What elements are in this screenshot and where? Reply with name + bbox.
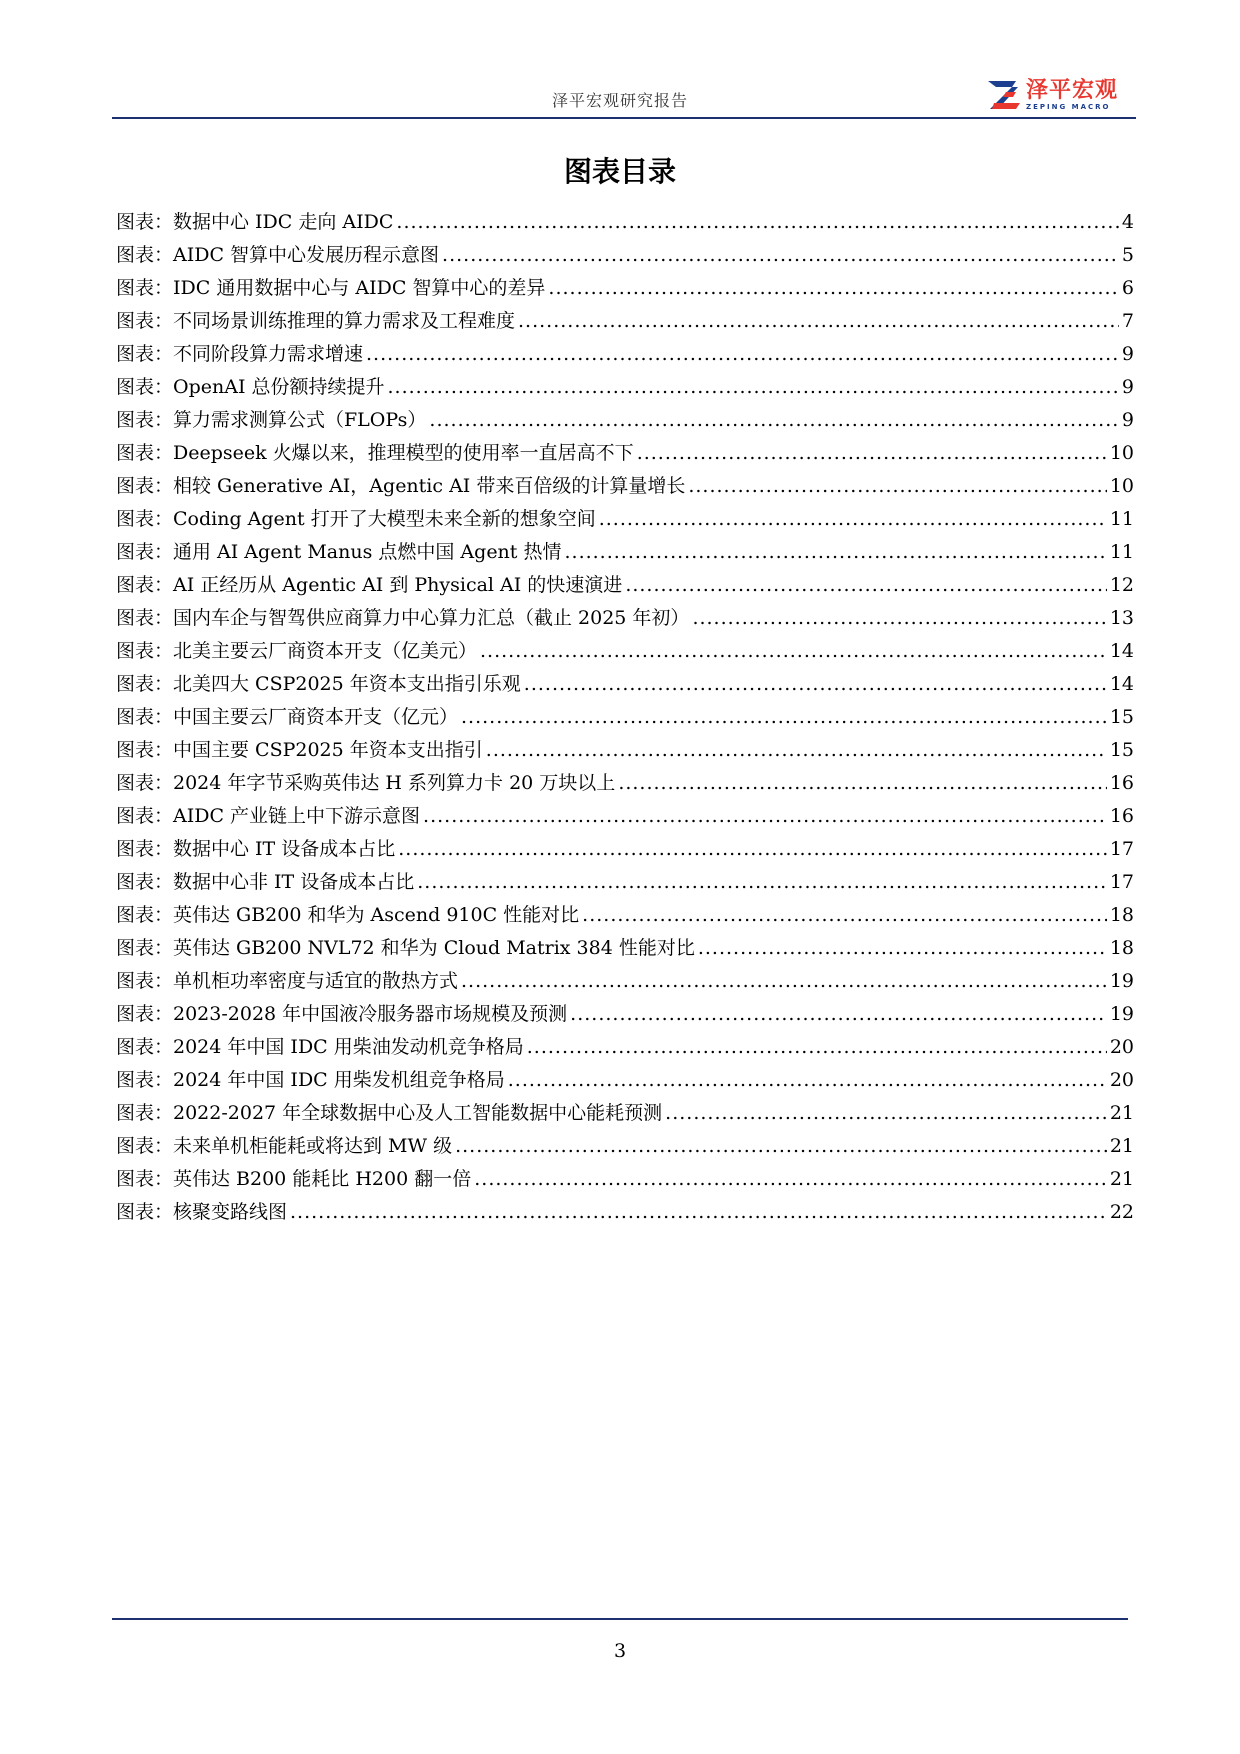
toc-entry-label[interactable]: 图表：相较 Generative AI，Agentic AI 带来百倍级的计算量增长: [116, 475, 686, 497]
toc-entry-label[interactable]: 图表：2024 年中国 IDC 用柴油发动机竞争格局: [116, 1036, 524, 1058]
toc-entry-page[interactable]: 14: [1109, 640, 1134, 662]
toc-entry-label[interactable]: 图表：IDC 通用数据中心与 AIDC 智算中心的差异: [116, 277, 546, 299]
dot-leader: [388, 371, 1119, 404]
dot-leader: [461, 965, 1107, 998]
dot-leader: [527, 1031, 1107, 1064]
toc-entry[interactable]: [116, 1196, 1134, 1229]
toc-entry-label[interactable]: 图表：中国主要云厂商资本开支（亿元）: [116, 706, 459, 728]
toc-entry[interactable]: [116, 899, 1134, 932]
toc-entry-label[interactable]: 图表：2024 年字节采购英伟达 H 系列算力卡 20 万块以上: [116, 772, 616, 794]
toc-entry-page[interactable]: 21: [1109, 1102, 1134, 1124]
toc-entry[interactable]: [116, 371, 1134, 404]
toc-entry[interactable]: [116, 965, 1134, 998]
toc-entry[interactable]: [116, 338, 1134, 371]
toc-entry-label[interactable]: 图表：国内车企与智驾供应商算力中心算力汇总（截止 2025 年初）: [116, 607, 690, 629]
toc-entry-page[interactable]: 11: [1109, 508, 1134, 530]
header-divider: [112, 117, 1136, 119]
toc-entry[interactable]: [116, 800, 1134, 833]
zeping-logo-icon: [986, 78, 1022, 112]
dot-leader: [570, 998, 1107, 1031]
logo-text-cn: 泽平宏观: [1026, 77, 1119, 103]
dot-leader: [524, 668, 1107, 701]
toc-entry-page[interactable]: 19: [1109, 1003, 1134, 1025]
dot-leader: [486, 734, 1107, 767]
toc-entry-page[interactable]: 19: [1109, 970, 1134, 992]
toc-entry-page[interactable]: 10: [1109, 442, 1134, 464]
toc-entry[interactable]: [116, 602, 1134, 635]
page-title: 图表目录: [563, 155, 676, 188]
toc-entry-label[interactable]: 图表：数据中心 IDC 走向 AIDC: [116, 211, 394, 233]
toc-entry[interactable]: [116, 272, 1134, 305]
dot-leader: [423, 800, 1107, 833]
toc-entry-label[interactable]: 图表：不同场景训练推理的算力需求及工程难度: [116, 310, 516, 332]
toc-entry-page[interactable]: 4: [1121, 211, 1134, 233]
toc-entry-label[interactable]: 图表：2024 年中国 IDC 用柴发机组竞争格局: [116, 1069, 505, 1091]
toc-entry-label[interactable]: 图表：单机柜功率密度与适宜的散热方式: [116, 970, 459, 992]
toc-entry-page[interactable]: 13: [1109, 607, 1134, 629]
toc-entry-label[interactable]: 图表：2023-2028 年中国液冷服务器市场规模及预测: [116, 1003, 568, 1025]
toc-entry-label[interactable]: 图表：数据中心 IT 设备成本占比: [116, 838, 396, 860]
toc-entry[interactable]: [116, 668, 1134, 701]
dot-leader: [582, 899, 1107, 932]
toc-entry-label[interactable]: 图表：北美四大 CSP2025 年资本支出指引乐观: [116, 673, 521, 695]
dot-leader: [396, 206, 1119, 239]
toc-entry-label[interactable]: 图表：OpenAI 总份额持续提升: [116, 376, 385, 398]
dot-leader: [508, 1064, 1107, 1097]
toc-entry-label[interactable]: 图表：英伟达 B200 能耗比 H200 翻一倍: [116, 1168, 472, 1190]
toc-entry-label[interactable]: 图表：核聚变路线图: [116, 1201, 288, 1223]
toc-entry-page[interactable]: 16: [1109, 805, 1134, 827]
toc-entry-label[interactable]: 图表：Deepseek 火爆以来，推理模型的使用率一直居高不下: [116, 442, 634, 464]
dot-leader: [518, 305, 1119, 338]
toc-entry[interactable]: [116, 470, 1134, 503]
toc-entry-label[interactable]: 图表：AI 正经历从 Agentic AI 到 Physical AI 的快速演进: [116, 574, 623, 596]
dot-leader: [625, 569, 1107, 602]
page-number: 3: [613, 1640, 627, 1662]
toc-list: [116, 206, 1134, 1229]
toc-entry[interactable]: [116, 1130, 1134, 1163]
dot-leader: [692, 602, 1106, 635]
toc-entry-page[interactable]: 16: [1109, 772, 1134, 794]
toc-entry-page[interactable]: 18: [1109, 937, 1134, 959]
toc-entry-label[interactable]: 图表：北美主要云厂商资本开支（亿美元）: [116, 640, 478, 662]
dot-leader: [688, 470, 1106, 503]
toc-entry[interactable]: [116, 305, 1134, 338]
dot-leader: [455, 1130, 1107, 1163]
dot-leader: [698, 932, 1107, 965]
dot-leader: [548, 272, 1119, 305]
dot-leader: [417, 866, 1107, 899]
toc-entry[interactable]: [116, 503, 1134, 536]
toc-entry-label[interactable]: 图表：Coding Agent 打开了大模型未来全新的想象空间: [116, 508, 596, 530]
toc-entry[interactable]: [116, 206, 1134, 239]
toc-entry[interactable]: [116, 998, 1134, 1031]
dot-leader: [398, 833, 1107, 866]
dot-leader: [429, 404, 1119, 437]
toc-entry[interactable]: [116, 536, 1134, 569]
toc-entry[interactable]: [116, 932, 1134, 965]
toc-entry-label[interactable]: 图表：AIDC 产业链上中下游示意图: [116, 805, 421, 827]
toc-entry-page[interactable]: 9: [1121, 343, 1134, 365]
toc-entry[interactable]: [116, 1064, 1134, 1097]
toc-entry-page[interactable]: 7: [1121, 310, 1134, 332]
toc-entry[interactable]: [116, 866, 1134, 899]
dot-leader: [637, 437, 1107, 470]
toc-entry-label[interactable]: 图表：英伟达 GB200 NVL72 和华为 Cloud Matrix 384 性能对比: [116, 937, 695, 959]
header-title: 泽平宏观研究报告: [551, 91, 688, 110]
toc-entry-page[interactable]: 20: [1109, 1036, 1134, 1058]
toc-entry-page[interactable]: 15: [1109, 706, 1134, 728]
footer-divider: [112, 1618, 1128, 1620]
toc-entry[interactable]: [116, 569, 1134, 602]
toc-entry[interactable]: [116, 437, 1134, 470]
toc-entry-label[interactable]: 图表：不同阶段算力需求增速: [116, 343, 364, 365]
toc-entry-page[interactable]: 5: [1121, 244, 1134, 266]
dot-leader: [290, 1196, 1107, 1229]
toc-entry[interactable]: [116, 1031, 1134, 1064]
toc-entry[interactable]: [116, 734, 1134, 767]
toc-entry-page[interactable]: 17: [1109, 838, 1134, 860]
toc-entry-page[interactable]: 22: [1109, 1201, 1134, 1223]
toc-entry-page[interactable]: 9: [1121, 409, 1134, 431]
toc-entry-label[interactable]: 图表：中国主要 CSP2025 年资本支出指引: [116, 739, 483, 761]
logo-text-en: ZEPING MACRO: [1026, 102, 1111, 111]
dot-leader: [564, 536, 1106, 569]
dot-leader: [461, 701, 1107, 734]
toc-entry-label[interactable]: 图表：2022-2027 年全球数据中心及人工智能数据中心能耗预测: [116, 1102, 663, 1124]
toc-entry-label[interactable]: 图表：算力需求测算公式（FLOPs）: [116, 409, 427, 431]
toc-entry-label[interactable]: 图表：AIDC 智算中心发展历程示意图: [116, 244, 440, 266]
toc-entry[interactable]: [116, 833, 1134, 866]
dot-leader: [366, 338, 1119, 371]
toc-entry[interactable]: [116, 239, 1134, 272]
toc-entry[interactable]: [116, 701, 1134, 734]
toc-entry[interactable]: [116, 1097, 1134, 1130]
toc-entry-page[interactable]: 12: [1109, 574, 1134, 596]
brand-logo: [986, 78, 1118, 112]
dot-leader: [599, 503, 1107, 536]
toc-entry-page[interactable]: 17: [1109, 871, 1134, 893]
toc-entry-label[interactable]: 图表：通用 AI Agent Manus 点燃中国 Agent 热情: [116, 541, 562, 563]
toc-entry[interactable]: [116, 404, 1134, 437]
toc-entry-page[interactable]: 14: [1109, 673, 1134, 695]
toc-entry-page[interactable]: 11: [1109, 541, 1134, 563]
toc-entry[interactable]: [116, 767, 1134, 800]
dot-leader: [480, 635, 1107, 668]
toc-entry-label[interactable]: 图表：英伟达 GB200 和华为 Ascend 910C 性能对比: [116, 904, 580, 926]
toc-entry-page[interactable]: 9: [1121, 376, 1134, 398]
toc-entry[interactable]: [116, 635, 1134, 668]
dot-leader: [665, 1097, 1107, 1130]
dot-leader: [618, 767, 1107, 800]
toc-entry-page[interactable]: 10: [1109, 475, 1134, 497]
dot-leader: [442, 239, 1119, 272]
toc-entry-page[interactable]: 18: [1109, 904, 1134, 926]
toc-entry-label[interactable]: 图表：未来单机柜能耗或将达到 MW 级: [116, 1135, 453, 1157]
toc-entry-label[interactable]: 图表：数据中心非 IT 设备成本占比: [116, 871, 415, 893]
toc-entry-page[interactable]: 21: [1109, 1168, 1134, 1190]
toc-entry-page[interactable]: 21: [1109, 1135, 1134, 1157]
toc-entry-page[interactable]: 20: [1109, 1069, 1134, 1091]
toc-entry-page[interactable]: 6: [1121, 277, 1134, 299]
dot-leader: [474, 1163, 1107, 1196]
toc-entry[interactable]: [116, 1163, 1134, 1196]
toc-entry-page[interactable]: 15: [1109, 739, 1134, 761]
